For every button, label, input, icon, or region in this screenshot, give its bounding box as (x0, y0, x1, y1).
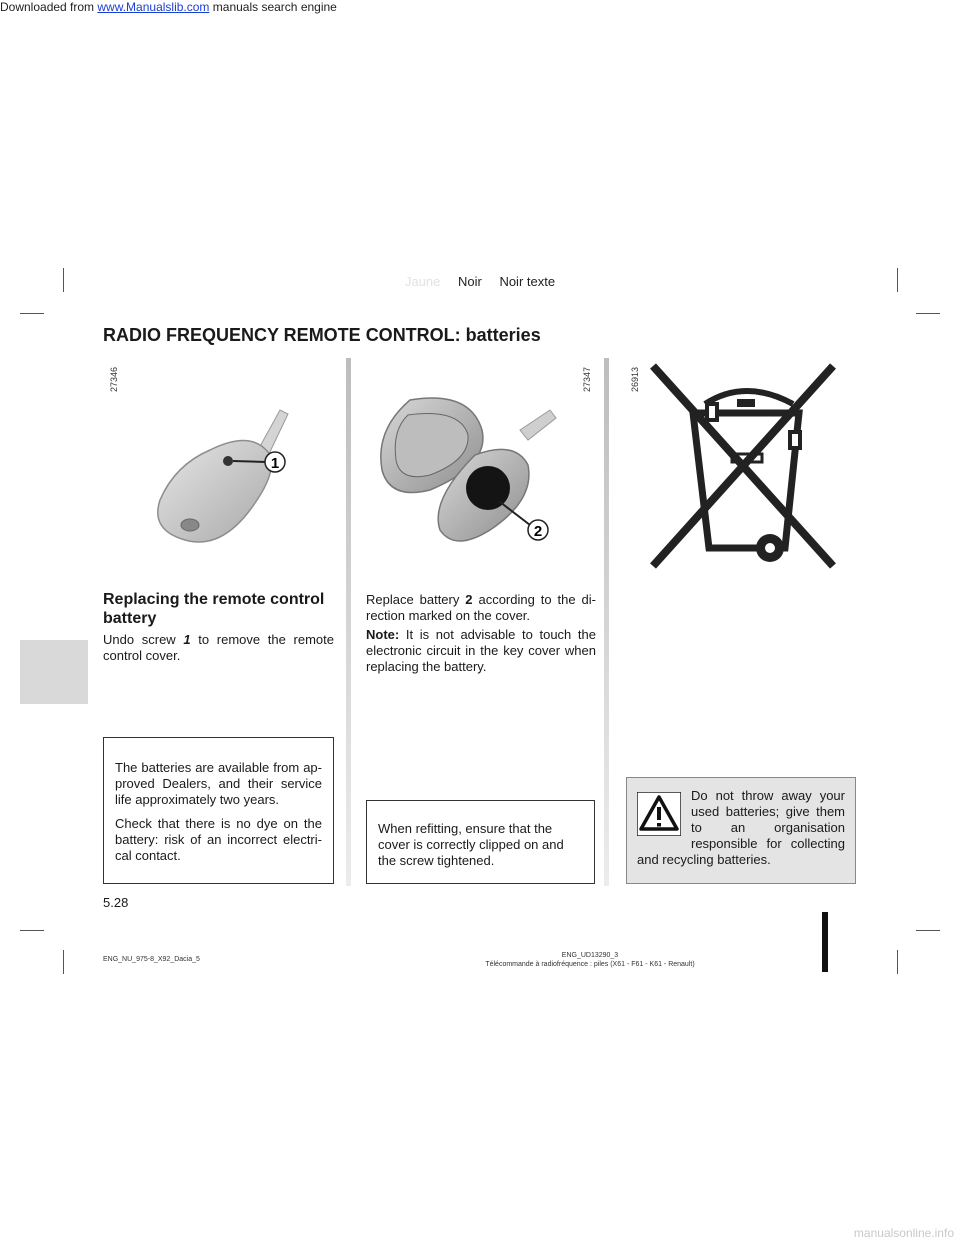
instruction-undo-screw (103, 632, 334, 664)
instruction-replace-battery (366, 592, 596, 624)
section-tab (20, 640, 88, 704)
warning-triangle-icon (637, 792, 681, 836)
download-banner (0, 0, 337, 14)
footer-code: ENG_UD13290_3 (561, 952, 619, 959)
crop-mark (916, 313, 940, 314)
text: Replace battery (366, 592, 466, 607)
footer-module-ref (430, 951, 750, 969)
section-heading: Replacing the remote control battery (103, 591, 325, 627)
banner-prefix: Downloaded from (0, 0, 98, 14)
column-separator (604, 358, 609, 886)
figure-ref-26913: 26913 (630, 366, 640, 392)
crop-mark (897, 950, 898, 974)
opened-key-illustration (370, 390, 590, 570)
text: Undo screw (103, 632, 184, 647)
color-noir: Noir (457, 274, 482, 289)
battery-ref: 2 (465, 592, 473, 607)
callout-2: 2 (533, 523, 543, 540)
note-paragraph (366, 627, 596, 675)
crop-mark (20, 313, 44, 314)
note-text: It is not advisable to touch the electronic circuit in the key cover when replacing the battery. (366, 627, 596, 674)
remote-key-illustration (140, 390, 340, 570)
column-separator (346, 358, 351, 886)
info-text: When refitting, ensure that the cover is correctly clipped on and the screw tightened. (378, 821, 564, 868)
page-number: 5.28 (103, 895, 129, 910)
color-jaune: Jaune (404, 274, 441, 289)
note-label: Note: (366, 627, 400, 642)
callout-1: 1 (270, 455, 280, 472)
screw-ref: 1 (183, 632, 191, 647)
banner-suffix: manuals search engine (209, 0, 337, 14)
text: to remove the remote control cover. (103, 632, 335, 663)
manualslib-link[interactable]: www.Manualslib.com (97, 0, 210, 14)
footer-description: Télécommande à radiofréquence : piles (X61 - F61 - K61 - Renault) (485, 961, 695, 968)
figure-ref-27346: 27346 (109, 366, 119, 392)
info-text: Check that there is no dye on the battery: risk of an incorrect electrical contact. (115, 816, 322, 863)
watermark: manualsonline.info (853, 1226, 954, 1240)
footer-doc-id: ENG_NU_975-8_X92_Dacia_5 (103, 956, 200, 963)
crop-mark (916, 930, 940, 931)
page-title: RADIO FREQUENCY REMOTE CONTROL: batteries (103, 325, 541, 345)
info-box-refitting (366, 800, 595, 884)
edge-marker (822, 912, 828, 972)
warning-box (626, 777, 856, 884)
crossed-bin-icon (645, 358, 845, 573)
crop-mark (63, 950, 64, 974)
text: according to the direction marked on the cover. (366, 592, 596, 623)
info-text: The batteries are available from approved Dealers, and their service life approximately two years. (115, 760, 322, 807)
warning-text: Do not throw away your used batteries; give them to an organisation responsible for collecting and recycling batteries. (637, 788, 845, 867)
crop-mark (20, 930, 44, 931)
color-noir-texte: Noir texte (499, 274, 556, 289)
figure-ref-27347: 27347 (582, 366, 592, 392)
info-box-batteries (103, 737, 334, 884)
color-separation-strip (0, 274, 960, 289)
